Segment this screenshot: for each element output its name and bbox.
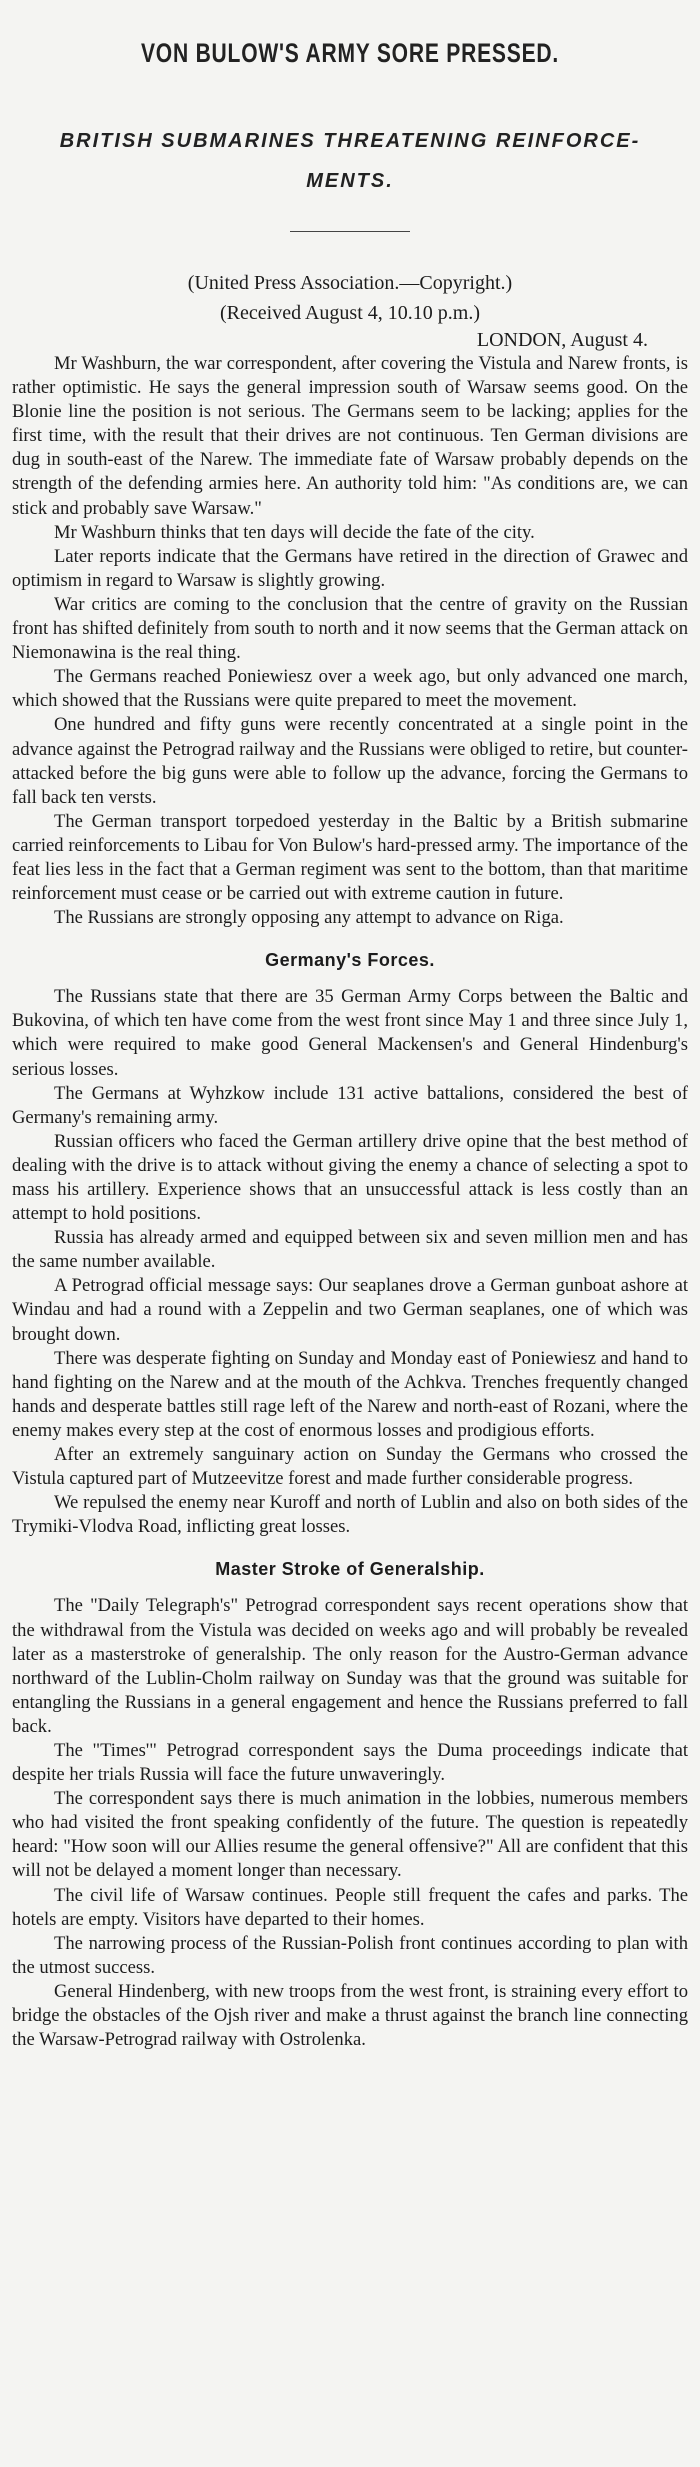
article-section-3 <box>12 1594 688 2052</box>
paragraph: The Germans reached Poniewiesz over a week ago, but only advanced one march, which showed that the Russians were quite prepared to meet the movement. <box>12 666 688 712</box>
paragraph: The Russians are strongly opposing any attempt to advance on Riga. <box>54 907 564 929</box>
paragraph: A Petrograd official message says: Our seaplanes drove a German gunboat ashore at Windau and had a round with a Zeppelin and two German seaplanes, one of which was brought down. <box>12 1275 688 1345</box>
paragraph: After an extremely sanguinary action on Sunday the Germans who crossed the Vistula captured part of Mutzeevitze forest and made further considerable progress. <box>12 1444 688 1490</box>
paragraph: General Hindenberg, with new troops from the west front, is straining every effort to bridge the obstacles of the Ojsh river and make a thrust against the branch line connecting the Warsaw-Petrograd railway with Ostrolenka. <box>12 1980 688 2051</box>
paragraph: The "Times'" Petrograd correspondent says the Duma proceedings indicate that despite her trials Russia will face the future unwaveringly. <box>12 1739 688 1786</box>
paragraph: Russia has already armed and equipped between six and seven million men and has the same number available. <box>12 1227 688 1273</box>
paragraph: We repulsed the enemy near Kuroff and north of Lublin and also on both sides of the Trymiki-Vlodva Road, inflicting great losses. <box>12 1492 688 1538</box>
copyright-credit: (United Press Association.—Copyright.) <box>187 272 513 294</box>
paragraph: The "Daily Telegraph's" Petrograd correspondent says recent operations show that the withdrawal from the Vistula was decided on weeks ago and will probably be revealed later as a masterstroke of generalship. The only reason for the Austro-German advance northward of the Lublin-Cholm railway on Sunday was that the ground was suitable for entangling the Russians in a general engagement and hence the Russians preferred to fall back. <box>12 1595 688 1737</box>
divider <box>290 231 410 232</box>
paragraph: The narrowing process of the Russian-Polish front continues according to plan with the utmost success. <box>12 1932 688 1978</box>
paragraph: The Russians state that there are 35 German Army Corps between the Baltic and Bukovina, of which ten have come from the west front since May 1 and three since July 1, which were required to make good General Mackensen's and General Hindenburg's serious losses. <box>12 986 688 1080</box>
subheadline: BRITISH SUBMARINES THREATENING REINFORCE-MENTS. <box>59 130 641 192</box>
headline: VON BULOW'S ARMY SORE PRESSED. <box>140 38 560 68</box>
paragraph: Later reports indicate that the Germans have retired in the direction of Grawec and optimism in regard to Warsaw is slightly growing. <box>12 545 688 591</box>
paragraph: One hundred and fifty guns were recently concentrated at a single point in the advance against the Petrograd railway and the Russians were obliged to retire, but counter-attacked before the big guns were able to follow up the advance, forcing the Germans to fall back ten versts. <box>12 714 689 808</box>
paragraph: The correspondent says there is much animation in the lobbies, numerous members who had visited the front speaking confidently of the future. The question is repeatedly heard: "How soon will our Allies resume the general offensive?" All are confident that this will not be delayed a moment longer than necessary. <box>12 1788 688 1882</box>
paragraph: Mr Washburn thinks that ten days will decide the fate of the city. <box>54 521 535 543</box>
paragraph: There was desperate fighting on Sunday and Monday east of Poniewiesz and hand to hand fighting on the Narew and at the mouth of the Achkva. Trenches frequently changed hands and desperate battles still rage left of the Narew and north-east of Rozani, where the enemy makes every step at the cost of enormous losses and prodigious efforts. <box>12 1347 688 1441</box>
article-section-1 <box>12 352 688 930</box>
paragraph: Mr Washburn, the war correspondent, after covering the Vistula and Narew fronts, is rather optimistic. He says the general impression south of Warsaw seems good. On the Blonie line the position is not serious. The Germans seem to be lacking; applies for the first time, with the result that their drives are not continuous. Ten German divisions are dug in south-east of the Narew. The immediate fate of Warsaw probably depends on the strength of the defending armies here. An authority told him: "As conditions are, we can stick and probably save Warsaw." <box>12 353 688 519</box>
section-heading: Germany's Forces. <box>265 950 435 971</box>
section-heading: Master Stroke of Generalship. <box>215 1559 485 1580</box>
paragraph: War critics are coming to the conclusion that the centre of gravity on the Russian front has shifted definitely from south to north and it now seems that the German attack on Niemonawina is the real thing. <box>12 593 688 664</box>
received-time: (Received August 4, 10.10 p.m.) <box>220 302 480 324</box>
dateline: LONDON, August 4. <box>476 329 648 351</box>
article-section-2 <box>12 985 688 1539</box>
paragraph: The German transport torpedoed yesterday in the Baltic by a British submarine carried reinforcements to Libau for Von Bulow's hard-pressed army. The importance of the feat lies less in the fact that a German regiment was sent to the bottom, than that maritime reinforcement must cease or be carried out with extreme caution in future. <box>12 810 688 905</box>
paragraph: The civil life of Warsaw continues. People still frequent the cafes and parks. The hotels are empty. Visitors have departed to their homes. <box>12 1884 688 1930</box>
paragraph: The Germans at Wyhzkow include 131 active battalions, considered the best of Germany's remaining army. <box>12 1082 688 1128</box>
paragraph: Russian officers who faced the German artillery drive opine that the best method of dealing with the drive is to attack without giving the enemy a chance of selecting a spot to mass his artillery. Experience shows that an unsuccessful attack is less costly than an attempt to hold positions. <box>12 1130 688 1225</box>
